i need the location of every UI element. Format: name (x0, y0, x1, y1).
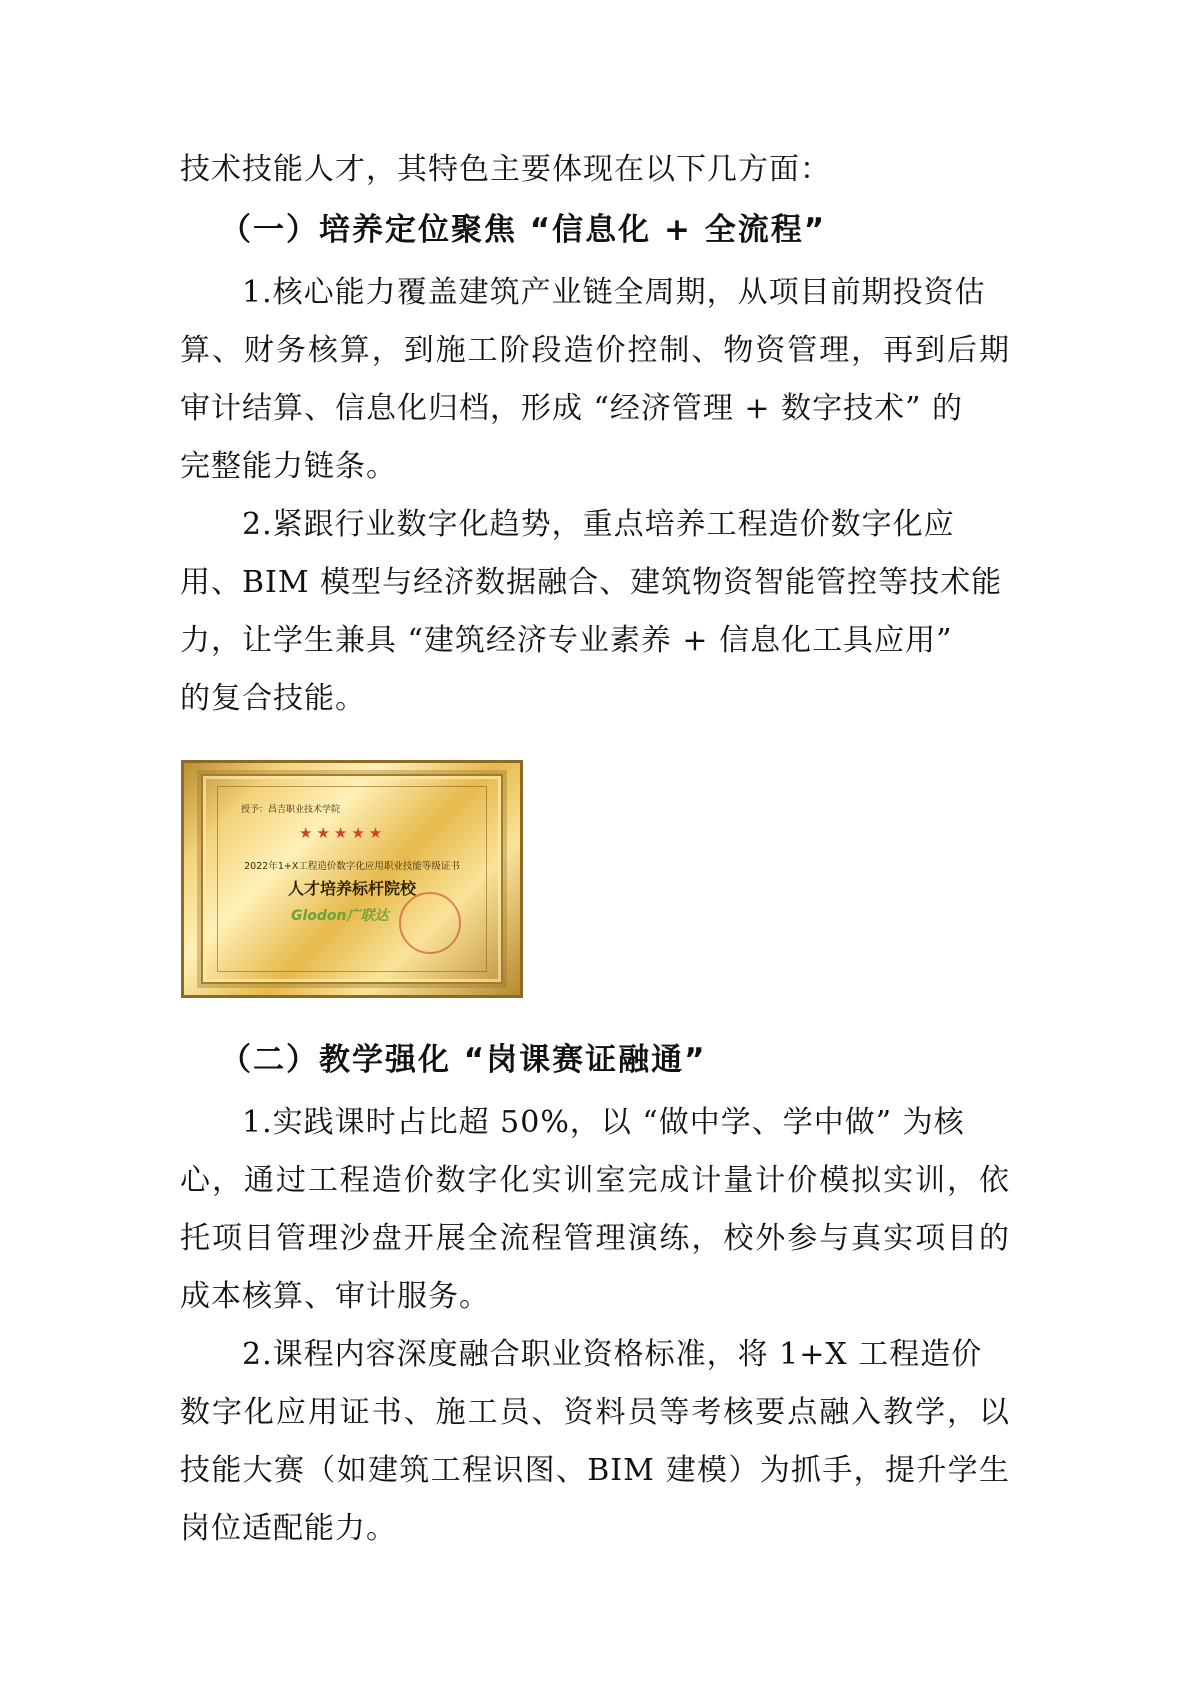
paragraph-1-line-1: 1.核心能力覆盖建筑产业链全周期，从项目前期投资估 (242, 275, 986, 310)
paragraph-3-line-3: 托项目管理沙盘开展全流程管理演练，校外参与真实项目的 (180, 1221, 1010, 1256)
plaque-certificate-name: 2022年1+X工程造价数字化应用职业技能等级证书 (244, 861, 460, 872)
section-heading-1: （一）培养定位聚焦 “信息化 + 全流程” (220, 212, 827, 248)
award-plaque-photo (181, 760, 523, 998)
section-heading-2: （二）教学强化 “岗课赛证融通” (220, 1042, 707, 1078)
plaque-seal-stamp (399, 892, 461, 954)
intro-line: 技术技能人才，其特色主要体现在以下几方面： (180, 152, 831, 187)
glodon-logo: Glodon广联达 (291, 908, 389, 924)
plaque-recipient: 授予：昌吉职业技术学院 (241, 805, 341, 815)
paragraph-2-line-1: 2.紧跟行业数字化趋势，重点培养工程造价数字化应 (242, 507, 955, 542)
paragraph-4-line-3: 技能大赛（如建筑工程识图、BIM 建模）为抓手，提升学生 (180, 1453, 1010, 1488)
paragraph-2-line-3: 力，让学生兼具 “建筑经济专业素养 + 信息化工具应用” (180, 623, 953, 658)
paragraph-2-line-4: 的复合技能。 (180, 681, 366, 716)
paragraph-1-line-3: 审计结算、信息化归档，形成 “经济管理 + 数字技术” 的 (180, 391, 963, 426)
paragraph-3-line-4: 成本核算、审计服务。 (180, 1279, 490, 1314)
paragraph-1-line-2: 算、财务核算，到施工阶段造价控制、物资管理，再到后期 (180, 333, 1010, 368)
paragraph-3-line-1: 1.实践课时占比超 50%，以 “做中学、学中做” 为核 (242, 1105, 965, 1140)
paragraph-2-line-2: 用、BIM 模型与经济数据融合、建筑物资智能管控等技术能 (180, 565, 1003, 600)
paragraph-1-line-4: 完整能力链条。 (180, 449, 397, 484)
paragraph-4-line-2: 数字化应用证书、施工员、资料员等考核要点融入教学，以 (180, 1395, 1010, 1430)
paragraph-4-line-4: 岗位适配能力。 (180, 1511, 397, 1546)
plaque-stars-icon: ★★★★★ (299, 824, 387, 842)
paragraph-4-line-1: 2.课程内容深度融合职业资格标准，将 1+X 工程造价 (242, 1337, 983, 1372)
plaque-title: 人才培养标杆院校 (287, 879, 416, 898)
paragraph-3-line-2: 心，通过工程造价数字化实训室完成计量计价模拟实训，依 (180, 1163, 1010, 1198)
